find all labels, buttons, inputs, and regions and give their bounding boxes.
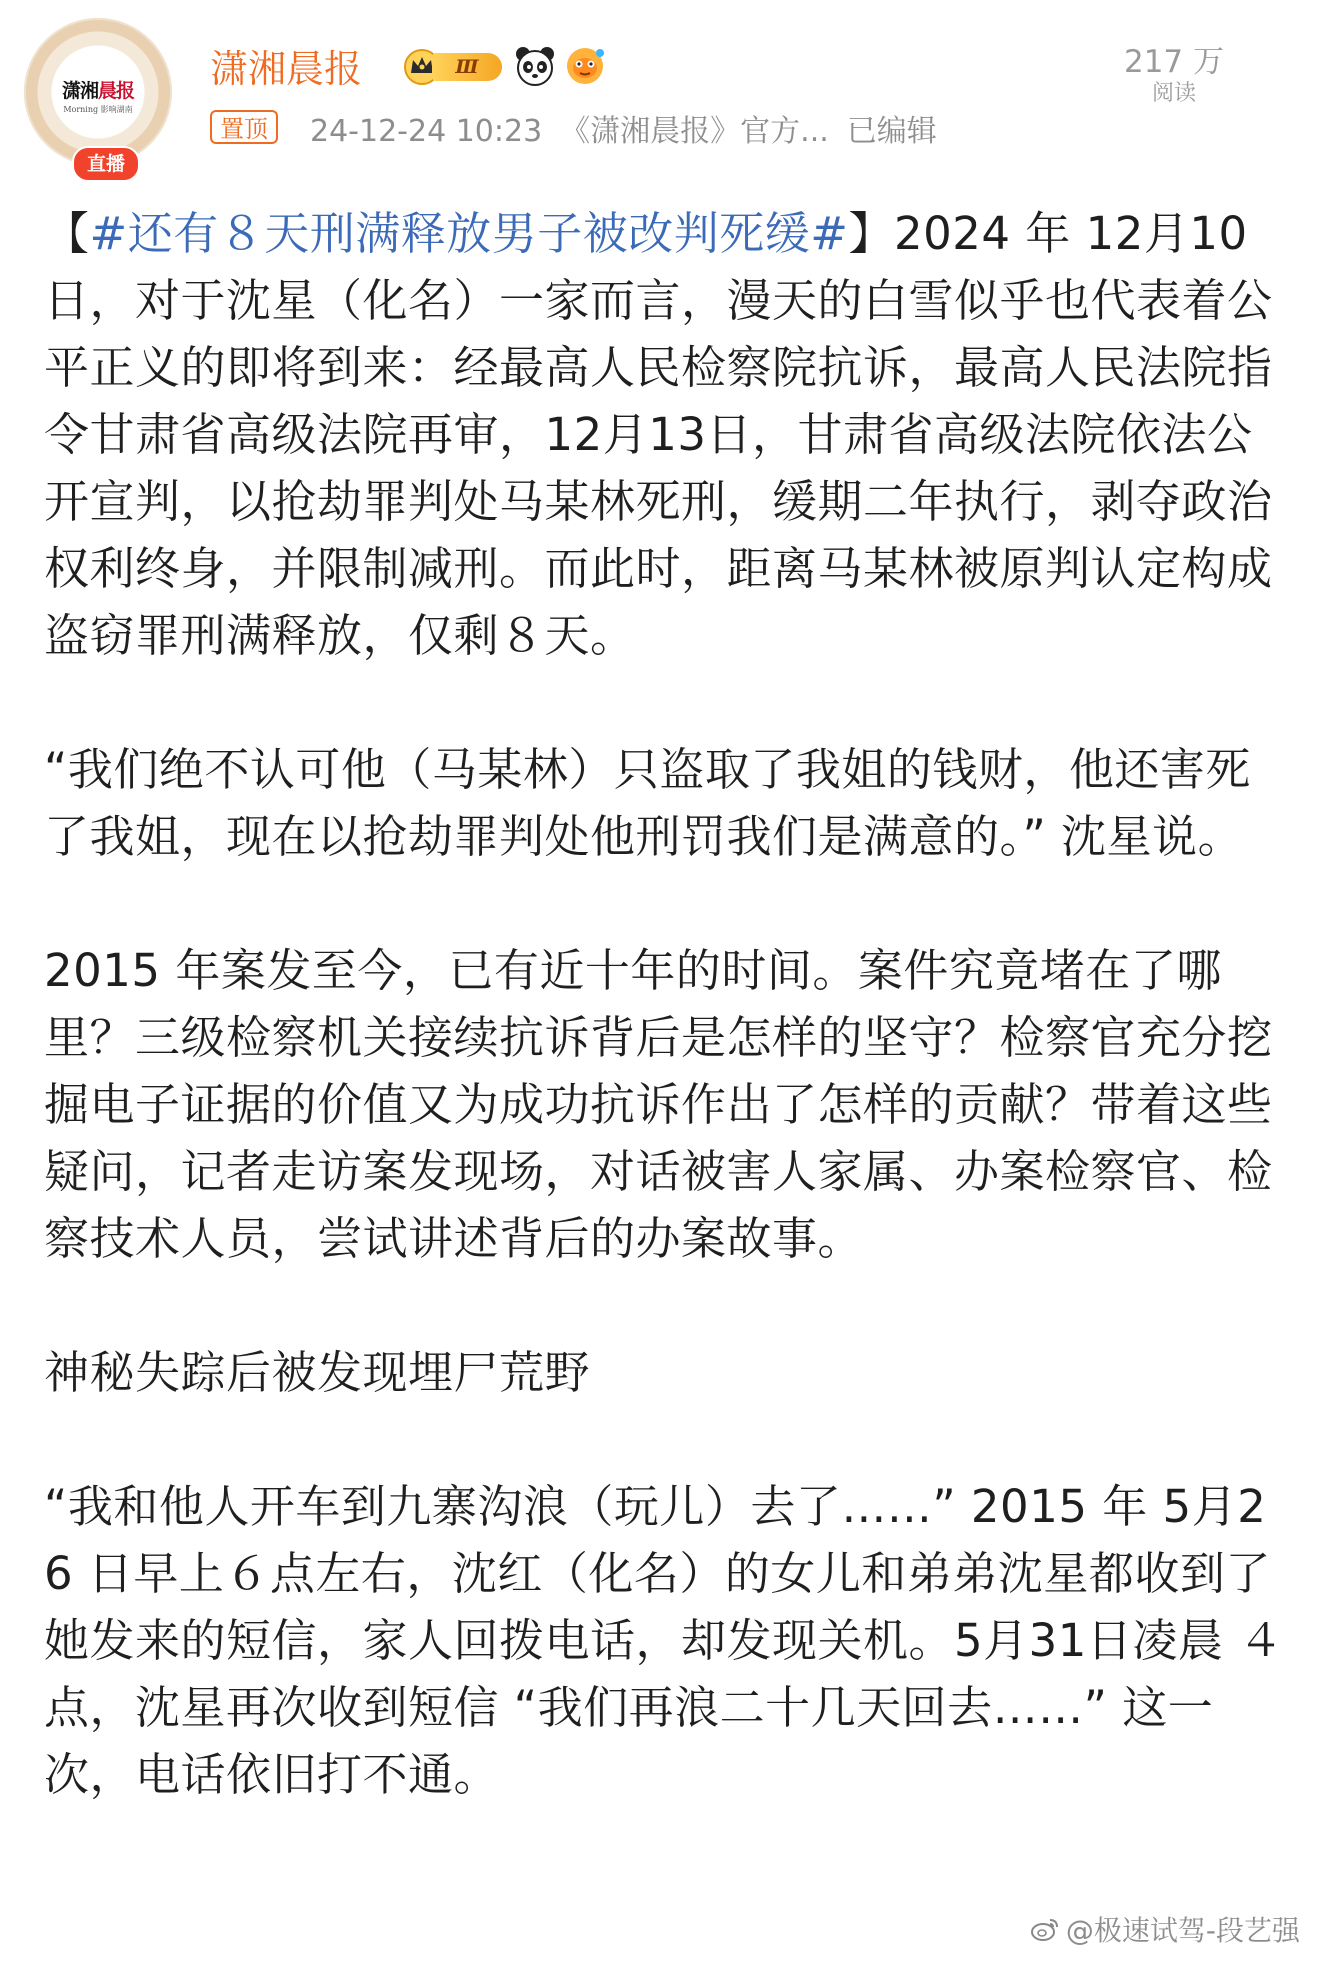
- edited-label[interactable]: 已编辑: [846, 114, 937, 149]
- watermark: [1030, 1909, 1300, 1949]
- avatar-logo-text: 潇湘: [61, 80, 98, 102]
- view-count: [1124, 44, 1224, 108]
- post-paragraph: [44, 200, 1284, 669]
- avatar-logo-text-red: 晨报: [98, 80, 135, 102]
- hashtag-open-bracket: 【: [44, 207, 90, 260]
- hashtag-link[interactable]: #还有８天刑满释放男子被改判死缓#: [89, 207, 849, 260]
- post-header: [0, 0, 1320, 190]
- post-paragraph: “我们绝不认可他（马某林）只盗取了我姐的钱财，他还害死了我姐，现在以抢劫罪判处他刑罚我们是满意的。” 沈星说。: [44, 743, 1251, 863]
- panda-icon[interactable]: [514, 45, 556, 87]
- view-count-label: 阅读: [1151, 81, 1196, 106]
- avatar[interactable]: [24, 18, 184, 178]
- pinned-tag: 置顶: [210, 110, 278, 144]
- post-paragraph: “我和他人开车到九寨沟浪（玩儿）去了……” 2015 年 5月26 日早上６点左右，沈红（化名）的女儿和弟弟沈星都收到了她发来的短信，家人回拨电话，却发现关机。5月31日凌晨 ４点，沈星再次收到短信 “我们再浪二十几天回去……” 这一次，电话依旧打不通。: [44, 1480, 1284, 1801]
- account-name[interactable]: 潇湘晨报: [210, 47, 363, 91]
- post-timestamp[interactable]: 24-12-24 10:23: [310, 114, 543, 149]
- post-paragraph: 2015 年案发至今，已有近十年的时间。案件究竟堵在了哪里？三级检察机关接续抗诉背后是怎样的坚守？检察官充分挖掘电子证据的价值又为成功抗诉作出了怎样的贡献？带着这些疑问，记者走访案发现场，对话被害人家属、办案检察官、检察技术人员，尝试讲述背后的办案故事。: [44, 944, 1273, 1265]
- post-meta: [310, 106, 955, 150]
- level-badge[interactable]: [402, 47, 506, 85]
- account-badges: [402, 44, 606, 88]
- fish-icon[interactable]: [564, 45, 606, 87]
- watermark-text: @极速试驾-段艺强: [1065, 1914, 1300, 1947]
- post-body: [44, 200, 1284, 1808]
- avatar-logo: [48, 76, 148, 106]
- hashtag-close-bracket: 】: [848, 207, 894, 260]
- weibo-icon: [1030, 1916, 1060, 1942]
- post-source: 《潇湘晨报》官方...: [560, 114, 829, 149]
- level-badge-label: Ⅲ: [432, 53, 502, 81]
- post-subheading: 神秘失踪后被发现埋尸荒野: [44, 1346, 591, 1399]
- view-count-number: 217 万: [1123, 44, 1224, 80]
- paragraph-text: 2024 年 12月10 日，对于沈星（化名）一家而言，漫天的白雪似乎也代表着公平正义的即将到来：经最高人民检察院抗诉，最高人民法院指令甘肃省高级法院再审，12月13日，甘肃省高级法院依法公开宣判，以抢劫罪判处马某林死刑，缓期二年执行，剥夺政治权利终身，并限制减刑。而此时，距离马某林被原判认定构成盗窃罪刑满释放，仅剩８天。: [44, 207, 1273, 662]
- live-badge[interactable]: 直播: [72, 146, 140, 182]
- avatar-logo-subtitle: Morning 影响湖南: [63, 105, 133, 114]
